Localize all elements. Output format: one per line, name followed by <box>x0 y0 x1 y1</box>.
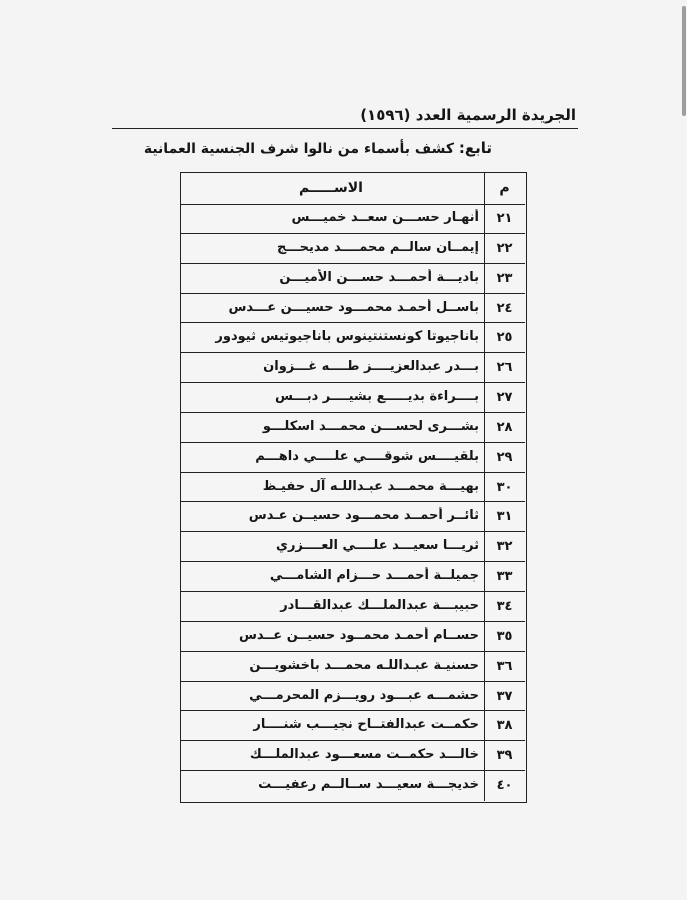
name-column-header: الاســـــم <box>299 180 363 196</box>
number-cell: ٣٩ <box>496 748 513 764</box>
number-cell: ٢٧ <box>496 390 513 406</box>
name-cell: ثريـــا سعيـــد علــــي العــــزري <box>276 538 479 554</box>
table-header <box>181 173 525 205</box>
name-cell: ثائــر أحمــد محمـــود حسيــن عـدس <box>248 508 479 524</box>
table-row <box>181 294 525 324</box>
number-cell: ٣٧ <box>496 688 513 704</box>
name-cell: باناجيوتا كونستنتينوس باناجيوتيس ثيودور <box>215 329 479 345</box>
table-row <box>181 264 525 294</box>
name-cell: بـــدر عبدالعزيــــز طــــه غـــزوان <box>263 359 479 375</box>
name-cell: أنهـار حســـن سعــد خميـــس <box>291 210 479 225</box>
gazette-header: الجريدة الرسمية العدد (١٥٩٦) <box>360 106 576 124</box>
number-cell: ٢٥ <box>496 330 513 346</box>
table-row <box>181 443 525 473</box>
name-cell: خالـــد حكمــت مسعـــود عبدالملـــك <box>249 747 479 763</box>
table-row <box>181 413 525 443</box>
table-row <box>181 652 525 682</box>
subtitle-text: كشف بأسماء من نالوا شرف الجنسية العمانية <box>143 141 454 157</box>
number-cell: ٤٠ <box>496 778 513 794</box>
name-cell: خديجـــة سعيـــد ســالــم رعفيـــت <box>258 777 479 793</box>
table-row <box>181 502 525 532</box>
number-cell: ٣١ <box>496 509 513 525</box>
number-cell: ٢٦ <box>496 360 513 376</box>
list-subtitle <box>112 138 492 159</box>
name-cell: بهيـــة محمـــد عبـداللـه آل حفيـظ <box>262 478 479 494</box>
number-cell: ٣٠ <box>496 479 513 495</box>
name-cell: حســام أحمـد محمــود حسيــن عــدس <box>238 627 479 643</box>
table-row <box>181 353 525 383</box>
name-cell: حكمــت عبدالفتــاح نجيـــب شنــــار <box>253 717 479 733</box>
scrollbar[interactable] <box>682 6 686 116</box>
table-row <box>181 592 525 622</box>
number-cell: ٣٣ <box>496 569 513 585</box>
table-row <box>181 711 525 741</box>
table-body <box>181 204 525 801</box>
number-cell: ٣٨ <box>496 718 513 734</box>
number-cell: ٢٢ <box>496 240 513 256</box>
number-cell: ٢٣ <box>496 270 513 286</box>
table-row <box>181 562 525 592</box>
table-row <box>181 383 525 413</box>
number-cell: ٢٤ <box>496 300 513 316</box>
table-row <box>181 204 525 234</box>
names-table <box>180 172 527 803</box>
name-cell: باســل أحمـد محمـــود حسيـــن عـــدس <box>228 299 479 315</box>
name-cell: بــــراءة بديـــــع بشيــــر دبـــس <box>274 389 479 405</box>
name-cell: باديـــة أحمـــد حســـن الأميـــن <box>279 269 479 285</box>
number-column-header: م <box>499 180 510 196</box>
table-row <box>181 323 525 353</box>
name-cell: حشمـــه عبـــود رويـــزم المحرمـــي <box>249 687 479 703</box>
header-divider <box>112 128 578 129</box>
name-cell: بلقيــــس شوقــــي علــــي داهـــم <box>255 448 479 464</box>
table-row <box>181 771 525 801</box>
table-row <box>181 741 525 771</box>
name-cell: جميلــة أحمـــد حـــزام الشامـــي <box>269 568 479 584</box>
name-cell: إيمــان سالــم محمــــد مديحـــج <box>276 239 479 255</box>
number-cell: ٣٥ <box>496 628 513 644</box>
table-row <box>181 682 525 712</box>
subtitle-lead: تابع: <box>458 139 492 157</box>
number-cell: ٢٨ <box>496 419 513 435</box>
number-cell: ٣٢ <box>496 539 513 555</box>
table-row <box>181 622 525 652</box>
number-cell: ٢١ <box>496 211 513 226</box>
name-cell: حسنيـة عبـداللـه محمـــد باخشويـــن <box>249 657 479 673</box>
table-row <box>181 473 525 503</box>
name-cell: بشـــرى لحســـن محمـــد اسكلـــو <box>262 418 479 434</box>
number-cell: ٢٩ <box>496 449 513 465</box>
table-row <box>181 234 525 264</box>
number-cell: ٣٦ <box>496 658 513 674</box>
number-cell: ٣٤ <box>496 598 513 614</box>
name-cell: حبيبـــة عبدالملـــك عبدالقـــادر <box>280 597 479 613</box>
table-row <box>181 532 525 562</box>
